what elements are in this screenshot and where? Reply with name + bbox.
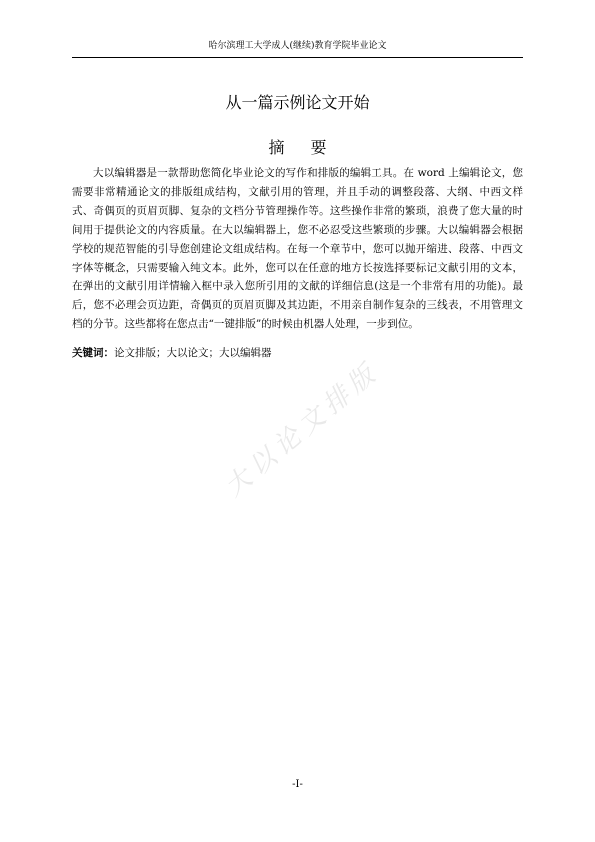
keywords-label: 关键词： [72,347,114,359]
running-header: 哈尔滨理工大学成人(继续)教育学院毕业论文 [208,41,387,51]
paper-title: 从一篇示例论文开始 [225,93,370,112]
abstract-body: 大以编辑器是一款帮助您简化毕业论文的写作和排版的编辑工具。在 word 上编辑论文，您需要非常精通论文的排版组成结构，文献引用的管理，并且手动的调整段落、大纲、中西文样式、奇偶页的页眉页脚、复杂的文档分节管理操作等。这些操作非常的繁琐，浪费了您大量的时间用于提供论文的内容质量。在大以编辑器上，您不必忍受这些繁琐的步骤。大以编辑器会根据学校的规范智能的引导您创建论文组成结构。在每一个章节中，您可以抛开缩进、段落、中西文字体等概念，只需要输入纯文本。此外，您可以在任意的地方长按选择要标记文献引用的文本，在弹出的文献引用详情输入框中录入您所引用的文献的详细信息(这是一个非常有用的功能)。最后，您不必理会页边距，奇偶页的页眉页脚及其边距，不用亲自制作复杂的三线表，不用管理文档的分节。这些都将在您点击“一键排版”的时候由机器人处理，一步到位。 [72,167,523,331]
watermark: 大以论文排版 [219,356,386,503]
abstract-heading: 摘要 [268,138,353,157]
keywords-value: 论文排版；大以论文；大以编辑器 [114,347,272,359]
keywords-line [72,345,523,361]
page-number: -I- [292,779,303,790]
header-rule [72,57,523,58]
